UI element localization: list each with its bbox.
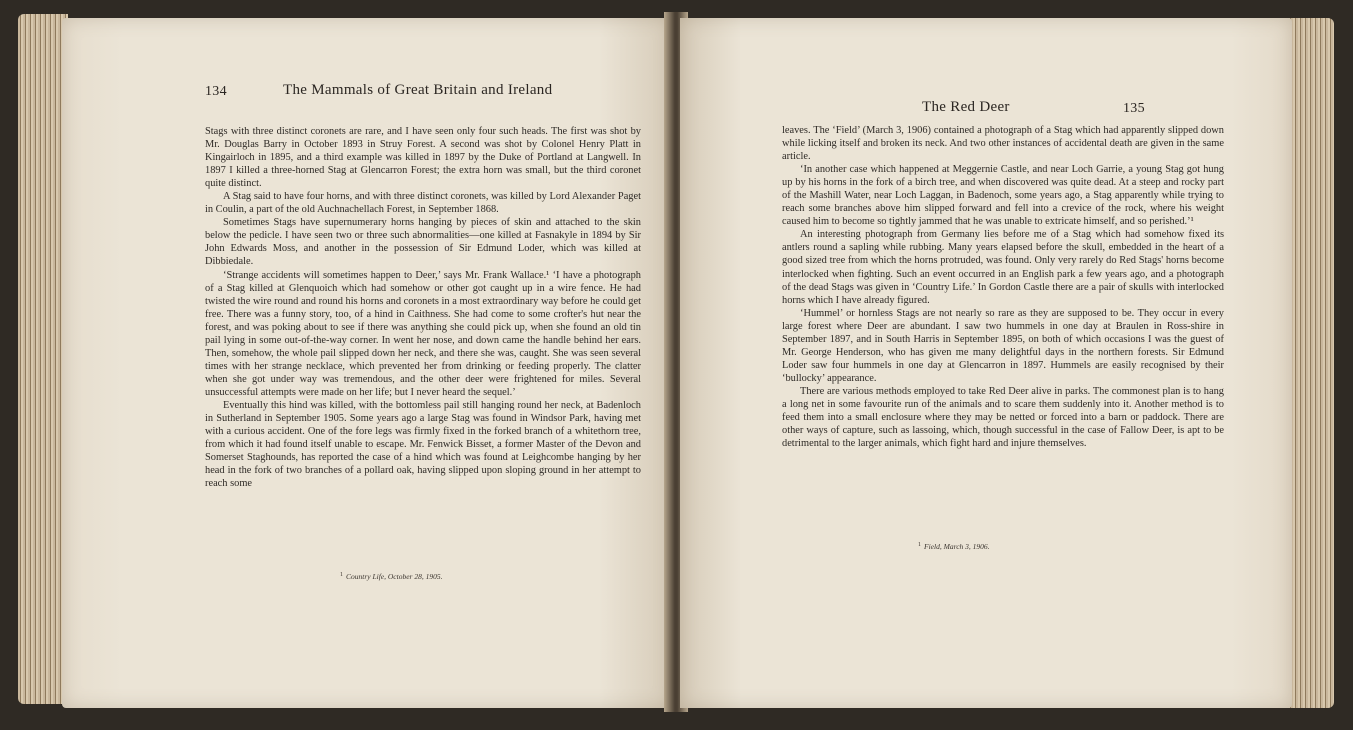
left-page-edges [18, 14, 68, 704]
right-footnote [918, 542, 990, 551]
footnote-mark: 1 [918, 542, 921, 548]
paragraph: Stags with three distinct coronets are rare, and I have seen only four such heads. The first was shot by Mr. Douglas Barry in October 1893 in Struy Forest. A second was shot by Colonel Henry Platt in Kingairloch in 1895, and a third example was killed in 1897 by the Duke of Portland at Langwell. In 1897 I killed a three-horned Stag at Glencarron Forest; the extra horn was small, but the third coronet quite distinct. [205, 126, 641, 190]
paragraph: A Stag said to have four horns, and with three distinct coronets, was killed by Lord Alexander Paget in Coulin, a part of the old Auchnachellach Forest, in September 1868. [205, 191, 641, 216]
right-page-edges [1288, 18, 1334, 708]
footnote-text: Field, March 3, 1906. [924, 542, 990, 551]
left-footnote [340, 572, 442, 581]
paragraph: An interesting photograph from Germany lies before me of a Stag which had somehow fixed its antlers round a sapling while rubbing. Many years elapsed before the skull, embedded in the heart of a good sized tree from which the horns protruded, was found. Only very rarely do Red Stags' horns become interlocked when fighting. Such an event occurred in an English park a few years ago, and a photograph of the dead Stags was given in ‘Country Life.’ In Gordon Castle there are a pair of skulls with interlocked horns which I have already figured. [782, 229, 1224, 306]
footnote-mark: 1 [340, 572, 343, 578]
left-running-title: The Mammals of Great Britain and Ireland [283, 82, 553, 98]
right-page-body [782, 124, 1224, 450]
paragraph: Sometimes Stags have supernumerary horns hanging by pieces of skin and attached to the skin below the pedicle. I have seen two or three such abnormalities—one killed at Fasnakyle in 1894 by Sir John Edwards Moss, and another in the possession of Sir Edmund Loder, which was killed at Dibbiedale. [205, 217, 641, 268]
right-running-title: The Red Deer [922, 99, 1010, 115]
left-page-body [205, 125, 641, 490]
paragraph: Eventually this hind was killed, with the bottomless pail still hanging round her neck, at Badenloch in Sutherland in September 1905. Some years ago a large Stag was found in Windsor Park, having met with a curious accident. One of the fore legs was firmly fixed in the forked branch of a whitethorn tree, from which it had found itself unable to escape. Mr. Fenwick Bisset, a former Master of the Devon and Somerset Staghounds, has reported the case of a hind which was found at Leighcombe hanging by her head in the fork of two branches of a pollard oak, having slipped upon sloping ground in her attempt to reach some [205, 399, 641, 490]
paragraph: ‘Strange accidents will sometimes happen to Deer,’ says Mr. Frank Wallace.¹ ‘I have a photograph of a Stag killed at Glenquoich which had somehow or other got caught up in a wire fence. He had twisted the wire round and round his horns and coronets in a most extraordinary way before he could get free. There was a funny story, too, of a hind in Caithness. She had come to some crofter's hut near the forest, and was poking about to see if there was anything she could pick up, when she found an old tin pail lying in some out-of-the-way corner. In went her nose, and down came the handle behind her ears. Then, somehow, the whole pail slipped down her neck, and there she was, caught. She was seen several times with her strange necklace, which prevented her from drinking or feeding properly. The clatter when she got under way was tremendous, and the other deer were frightened for miles. Several unsuccessful attempts were made on her life; but I never heard the sequel.’ [205, 269, 641, 398]
paragraph: ‘Hummel’ or hornless Stags are not nearly so rare as they are supposed to be. They occur in every large forest where Deer are abundant. I saw two hummels in one day at Braulen in Ross-shire in September 1897, and in South Harris in September 1895, on both of which occasions I was the guest of Mr. George Henderson, who has given me many delightful days in the northern forests. Sir Edmund Loder saw four hummels in one day at Glencarron in 1897. Hummels are easily recognised by their ‘bullocky’ appearance. [782, 307, 1224, 384]
paragraph: There are various methods employed to take Red Deer alive in parks. The commonest plan is to hang a long net in some favourite run of the animals and to scare them suddenly into it. Another method is to feed them into a small enclosure where they may be netted or forced into a barn or paddock. There are other ways of capture, such as lassoing, which, though successful in the case of Fallow Deer, is apt to be detrimental to the larger animals, which fight hard and injure themselves. [782, 385, 1224, 450]
right-page-number: 135 [1123, 101, 1145, 116]
left-page-number: 134 [205, 84, 227, 99]
paragraph: leaves. The ‘Field’ (March 3, 1906) contained a photograph of a Stag which had apparently slipped down while licking itself and broken its neck. And two other instances of accidental death are given in the same article. [782, 125, 1224, 163]
footnote-text: Country Life, October 28, 1905. [346, 572, 443, 581]
paragraph: ‘In another case which happened at Meggernie Castle, and near Loch Garrie, a young Stag got hung up by his horns in the fork of a birch tree, and when discovered was quite dead. At a steep and rocky part of the Mashill Water, near Loch Laggan, in Badenoch, some years ago, a Stag apparently while trying to reach some branches above him slipped forward and fell into a crevice of the rock, where his weight caused him to become so tightly jammed that he was unable to extricate himself, and so perished.’¹ [782, 164, 1224, 228]
